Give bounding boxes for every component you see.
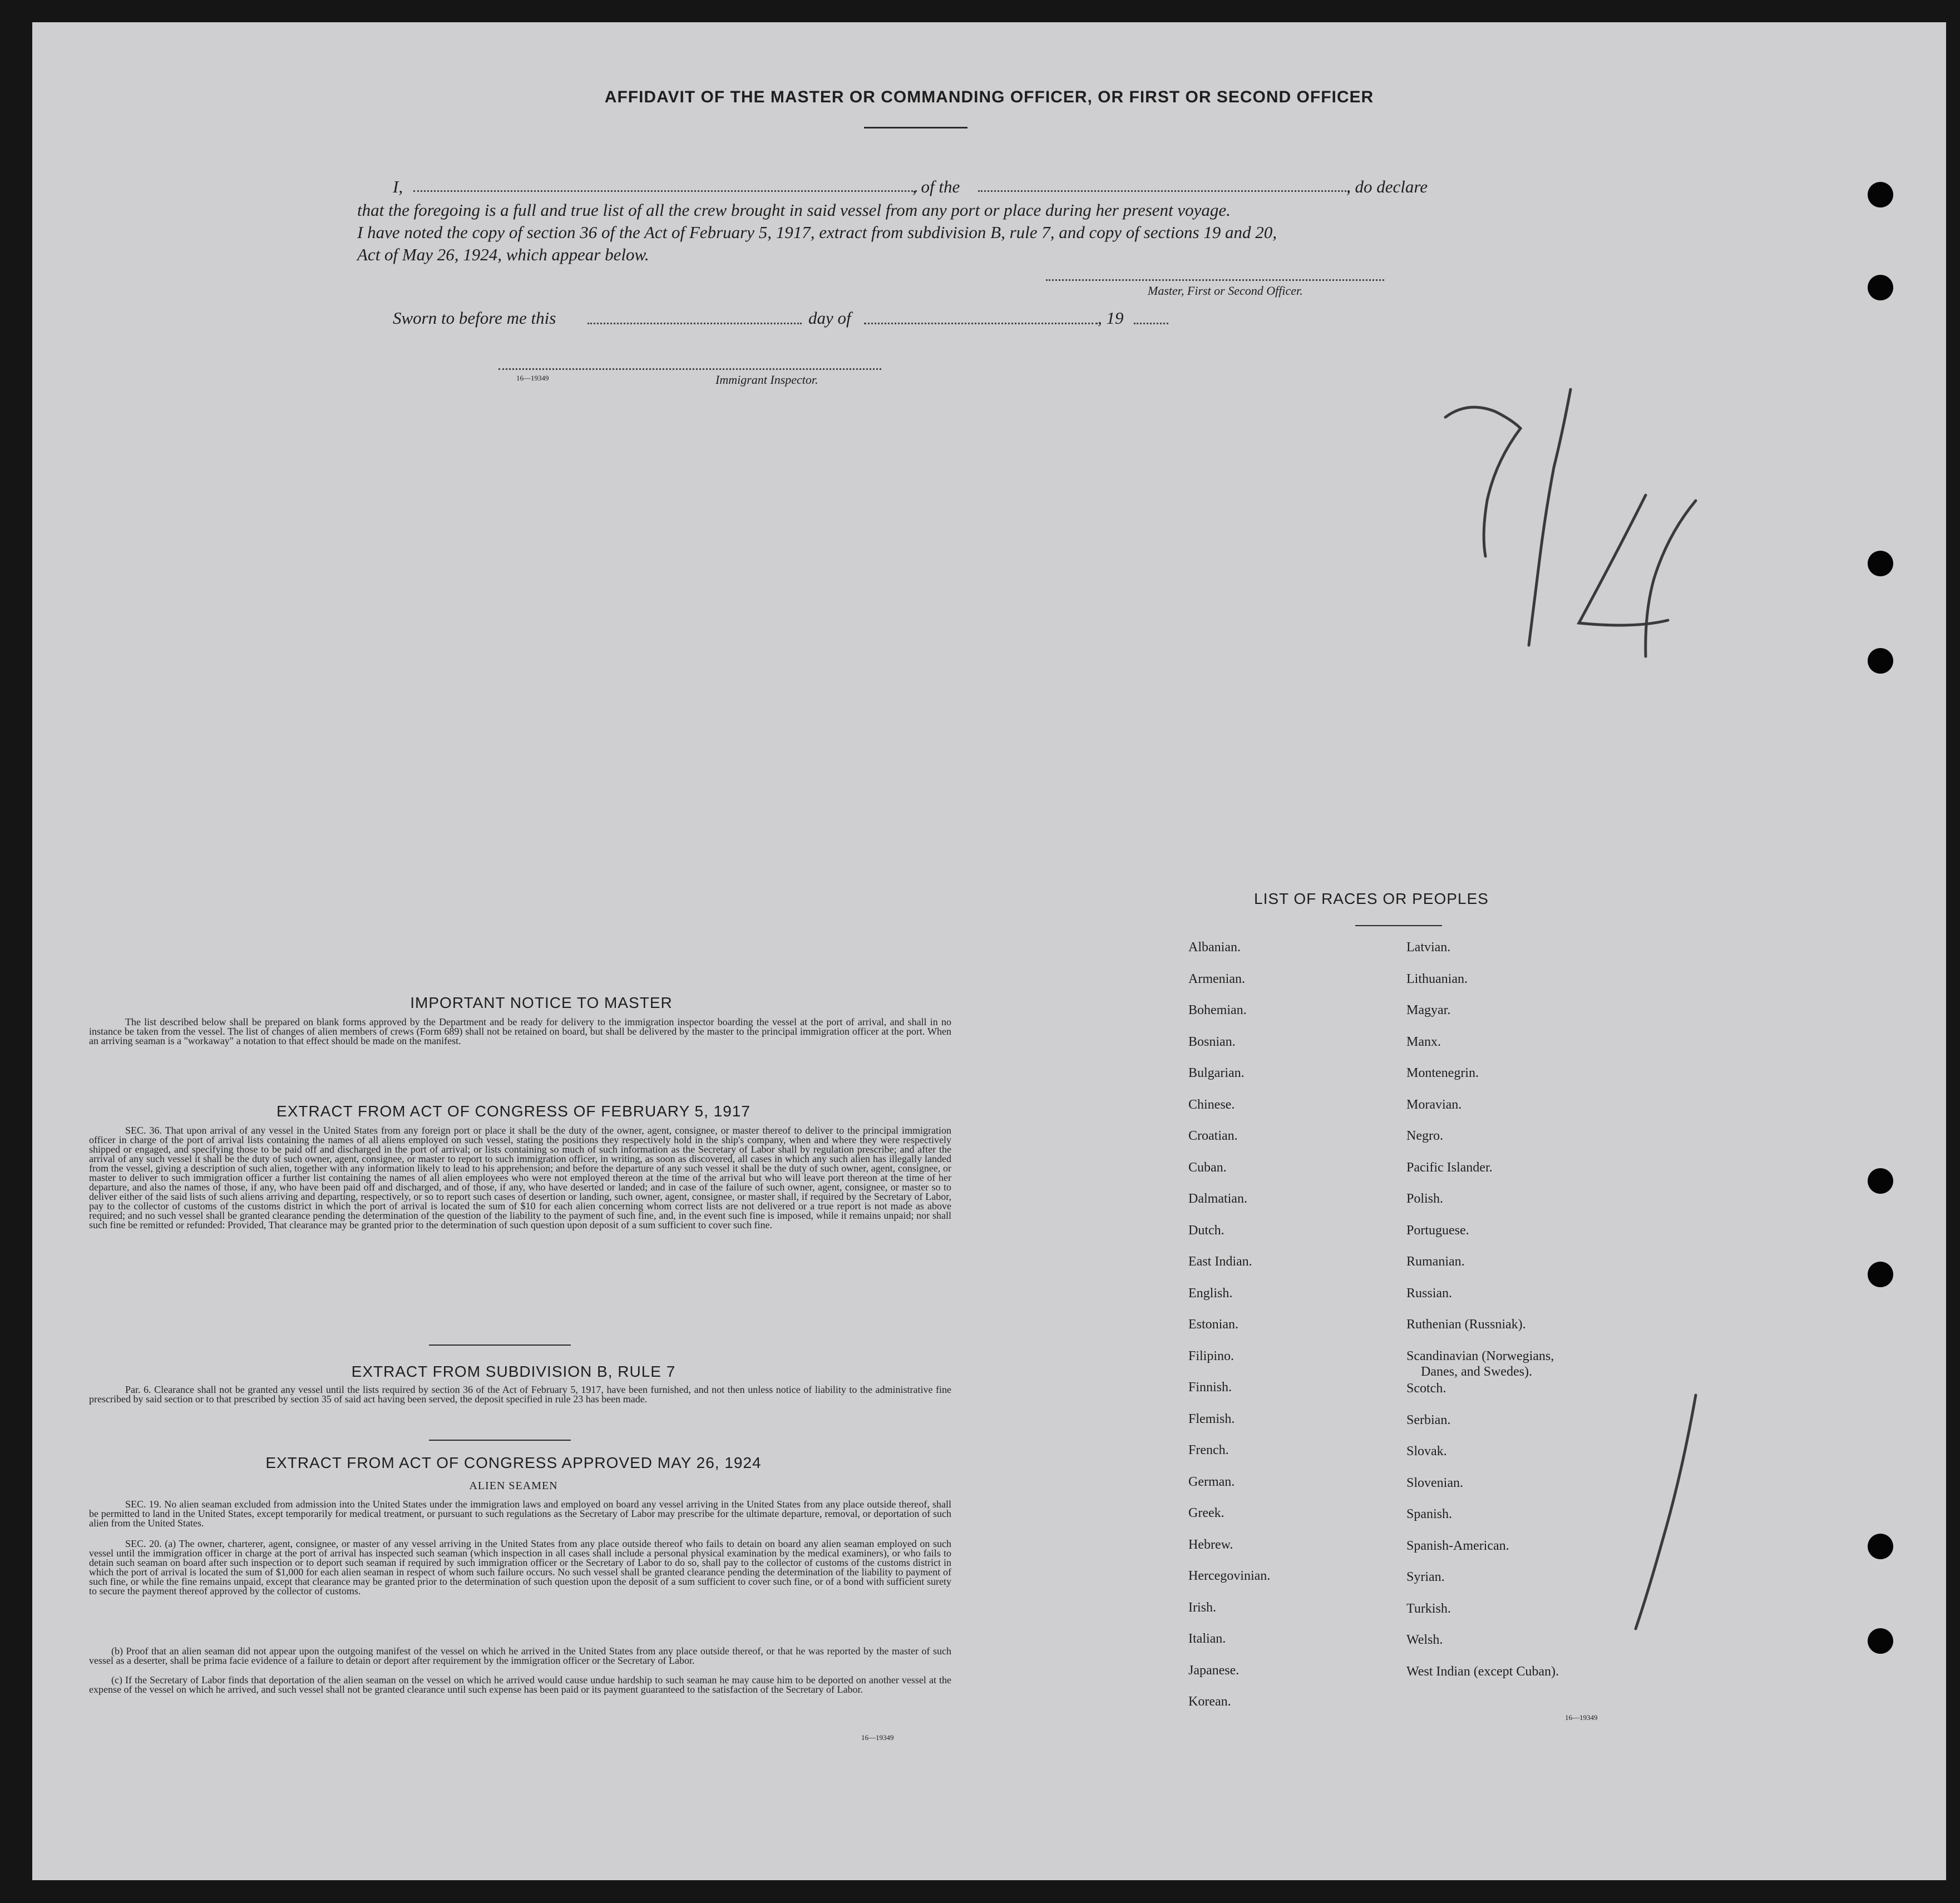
- handwritten-mark: [1629, 1391, 1707, 1635]
- binder-hole: [1868, 1168, 1893, 1194]
- extract-form-number: 16—19349: [861, 1733, 894, 1742]
- form-sheet: [32, 22, 1946, 1880]
- race-item: French.: [1188, 1443, 1229, 1457]
- sec-19-text: SEC. 19. No alien seaman excluded from admission into the United States under the immigration laws and employed on board any vessel arriving in the United States from any place outside thereof, shall be permitted to land in the United States, except temporarily for medical treatment, or pursuant to such regulations as the Secretary of Labor may prescribe for the ultimate departure, removal, or deportation of such alien from the United States.: [89, 1499, 951, 1529]
- title-underline: [864, 127, 967, 128]
- race-item: German.: [1188, 1474, 1235, 1489]
- race-item: Filipino.: [1188, 1348, 1235, 1363]
- race-item: Manx.: [1406, 1034, 1441, 1049]
- divider-1: [429, 1345, 571, 1346]
- race-item: Dutch.: [1188, 1223, 1225, 1238]
- notice-text: The list described below shall be prepared on blank forms approved by the Department and be ready for delivery to the immigration inspector boarding the vessel at the port of arrival, and shall in no instance be taken from the vessel. The list of changes of alien members of crews (Form 689) shall not be retained on board, but shall be delivered by the master to the principal immigration officer at the port. When an arriving seaman is a "workaway" a notation to that effect should be made on the manifest.: [89, 1016, 951, 1046]
- of-the-label: , of the: [912, 177, 960, 196]
- affidavit-form-number: 16—19349: [516, 374, 549, 382]
- race-item: Korean.: [1188, 1694, 1231, 1709]
- divider-2: [429, 1440, 571, 1441]
- affidavit-title: AFFIDAVIT OF THE MASTER OR COMMANDING OFFICER, OR FIRST OR SECOND OFFICER: [604, 88, 1374, 106]
- race-item: Finnish.: [1188, 1380, 1232, 1395]
- race-item: Irish.: [1188, 1600, 1216, 1615]
- race-item: Lithuanian.: [1406, 971, 1468, 986]
- race-item: Negro.: [1406, 1129, 1443, 1143]
- race-item: Bulgarian.: [1188, 1066, 1245, 1080]
- alien-seamen-subtitle: ALIEN SEAMEN: [469, 1480, 558, 1492]
- race-item: Hebrew.: [1188, 1537, 1233, 1552]
- races-form-number: 16—19349: [1565, 1713, 1598, 1722]
- binder-hole: [1868, 551, 1893, 576]
- race-item: Albanian.: [1188, 940, 1241, 955]
- binder-hole: [1868, 182, 1893, 207]
- race-item: Russian.: [1406, 1286, 1453, 1301]
- binder-hole: [1868, 1534, 1893, 1559]
- race-item: Estonian.: [1188, 1317, 1238, 1332]
- declaration-line-3: I have noted the copy of section 36 of the Act of February 5, 1917, extract from subdivision B, rule 7, and copy of sections 19 and 20,: [357, 223, 1277, 242]
- race-item: Magyar.: [1406, 1003, 1451, 1017]
- race-item: Latvian.: [1406, 940, 1451, 955]
- year-prefix-label: , 19: [1098, 308, 1124, 328]
- declarant-label: I,: [393, 177, 403, 196]
- sworn-label: Sworn to before me this: [393, 308, 556, 328]
- race-item: Polish.: [1406, 1192, 1444, 1206]
- binder-hole: [1868, 1262, 1893, 1287]
- race-item: Slovenian.: [1406, 1475, 1463, 1490]
- race-item: East Indian.: [1188, 1254, 1252, 1269]
- race-item: Slovak.: [1406, 1444, 1447, 1459]
- race-item: Japanese.: [1188, 1663, 1240, 1678]
- extract-1924-title: EXTRACT FROM ACT OF CONGRESS APPROVED MAY 26, 1924: [265, 1454, 762, 1471]
- sec-20b-text: (b) Proof that an alien seaman did not appear upon the outgoing manifest of the vessel on which he arrived in the United States from any place outside thereof, or that he was reported by the master of such vessel as a deserter, shall be prima facie evidence of a failure to detain or deport after requirement by the immigration officer or the Secretary of Labor.: [89, 1645, 951, 1666]
- rule-7-title: EXTRACT FROM SUBDIVISION B, RULE 7: [351, 1363, 676, 1380]
- race-item: Scandinavian (Norwegians,: [1406, 1348, 1554, 1363]
- race-item: Bosnian.: [1188, 1034, 1236, 1049]
- handwritten-page-number: [1434, 367, 1746, 679]
- master-signature-caption: Master, First or Second Officer.: [1148, 284, 1303, 298]
- sec-20c-text: (c) If the Secretary of Labor finds that deportation of the alien seaman on the vessel on which he arrived would cause undue hardship to such seaman he may cause him to be deported on another vessel at the expense of the vessel on which he arrived, and such vessel shall not be granted clearance until such expense has been paid or its payment guaranteed to the satisfaction of the Secretary of Labor.: [89, 1674, 951, 1695]
- inspector-caption: Immigrant Inspector.: [715, 373, 818, 387]
- master-signature-field[interactable]: [1046, 279, 1384, 281]
- declarant-name-field[interactable]: [413, 190, 917, 192]
- race-item: Dalmatian.: [1188, 1192, 1247, 1206]
- race-item: Croatian.: [1188, 1129, 1238, 1143]
- race-item: Bohemian.: [1188, 1003, 1247, 1017]
- binder-hole: [1868, 1628, 1893, 1654]
- race-item: Turkish.: [1406, 1601, 1451, 1616]
- sworn-month-field[interactable]: [864, 323, 1098, 324]
- race-item: English.: [1188, 1286, 1233, 1301]
- extract-1917-text: SEC. 36. That upon arrival of any vessel in the United States from any foreign port or place it shall be the duty of the owner, agent, consignee, or master thereof to deliver to the principal immigration officer in charge of the port of arrival lists containing the names of all aliens employed on such vessel, stating the positions they respectively hold in the ship's company, when and where they were respectively shipped or engaged, and specifying those to be paid off and discharged in the port of arrival; or lists containing so much of such information as the Secretary of Labor shall by regulation prescribe; and after the arrival of any such vessel it shall be the duty of such owner, agent, consignee, or master to report to such immigration officer, in writing, as soon as discovered, all cases in which any such alien has illegally landed from the vessel, giving a description of such alien, together with any information likely to lead to his apprehension; and before the departure of any such vessel it shall be the duty of such owner, agent, consignee, or master to deliver to such immigration officer a further list containing the names of all alien employees who were not employed thereon at the time of the arrival but who will leave port thereon at the time of her departure, and also the names of those, if any, who have been paid off and discharged, and of those, if any, who have deserted or landed; and in case of the failure of such owner, agent, consignee, or master so to deliver either of the said lists of such aliens arriving and departing, respectively, or so to report such cases of desertion or landing, such owner, agent, consignee, or master shall, if required by the Secretary of Labor, pay to the collector of customs of the customs district in which the port of arrival is located the sum of $10 for each alien concerning whom correct lists are not delivered or a true report is not made as above required; and no such vessel shall be granted clearance pending the determination of the question of the liability to the payment of such fine, and, in the event such fine is imposed, while it remains unpaid; nor shall such fine be remitted or refunded: Provided, That clearance may be granted prior to the determination of such question upon deposit of a sum sufficient to cover such fine.: [89, 1125, 951, 1230]
- declaration-line-4: Act of May 26, 1924, which appear below.: [357, 245, 649, 264]
- race-item: Chinese.: [1188, 1097, 1235, 1112]
- races-underline: [1355, 925, 1442, 926]
- race-item: Spanish.: [1406, 1507, 1453, 1521]
- race-item: Pacific Islander.: [1406, 1160, 1493, 1175]
- race-item: Armenian.: [1188, 971, 1245, 986]
- extract-1917-title: EXTRACT FROM ACT OF CONGRESS OF FEBRUARY 5, 1917: [277, 1103, 751, 1120]
- inspector-signature-field[interactable]: [498, 368, 881, 370]
- do-declare-label: , do declare: [1346, 177, 1428, 196]
- race-item: Scotch.: [1406, 1381, 1446, 1396]
- sec-20a-text: SEC. 20. (a) The owner, charterer, agent, consignee, or master of any vessel arriving in the United States from any place outside thereof who fails to detain on board any alien seaman employed on such vessel until the immigration officer in charge at the port of arrival has inspected such seaman (which inspection in all cases shall include a personal physical examination by the medical examiners), or who fails to detain such seaman on board after such inspection or to deport such seaman if required by such immigration officer or the Secretary of Labor to do so, shall pay to the collector of customs of the customs district in which the port of arrival is located the sum of $1,000 for each alien seaman in respect of whom such failure occurs. No such vessel shall be granted clearance pending the determination of the liability to payment of such fine, or while the fine remains unpaid, except that clearance may be granted prior to the determination of such question upon the deposit of a sum sufficient to cover such fine, or of a bond with sufficient surety to secure the payment thereof approved by the collector of customs.: [89, 1538, 951, 1596]
- notice-title: IMPORTANT NOTICE TO MASTER: [410, 994, 673, 1011]
- race-item: Montenegrin.: [1406, 1066, 1479, 1080]
- race-item: Spanish-American.: [1406, 1538, 1509, 1553]
- sworn-day-field[interactable]: [587, 323, 802, 324]
- race-item: West Indian (except Cuban).: [1406, 1664, 1559, 1679]
- race-item: Hercegovinian.: [1188, 1569, 1271, 1583]
- race-item: Rumanian.: [1406, 1254, 1465, 1269]
- race-item: Welsh.: [1406, 1633, 1443, 1647]
- race-item: Ruthenian (Russniak).: [1406, 1317, 1526, 1332]
- race-item: Greek.: [1188, 1506, 1225, 1520]
- race-item: Cuban.: [1188, 1160, 1227, 1175]
- race-item: Danes, and Swedes).: [1421, 1364, 1532, 1379]
- binder-hole: [1868, 648, 1893, 674]
- race-item: Syrian.: [1406, 1570, 1445, 1584]
- race-item: Moravian.: [1406, 1097, 1462, 1112]
- day-of-label: day of: [808, 308, 851, 328]
- rule-7-text: Par. 6. Clearance shall not be granted any vessel until the lists required by section 36 of the Act of February 5, 1917, have been furnished, and not then unless notice of liability to the administrative fine prescribed by said section or to that prescribed by section 35 of said act having been served, the deposit specified in rule 23 has been made.: [89, 1384, 951, 1405]
- vessel-name-field[interactable]: [978, 190, 1350, 192]
- race-item: Italian.: [1188, 1632, 1226, 1646]
- binder-hole: [1868, 275, 1893, 300]
- race-item: Flemish.: [1188, 1411, 1235, 1426]
- race-item: Portuguese.: [1406, 1223, 1469, 1238]
- race-item: Serbian.: [1406, 1412, 1451, 1427]
- sworn-year-field[interactable]: [1134, 323, 1168, 324]
- page-number-text: 74: [1434, 367, 1435, 368]
- races-title: LIST OF RACES OR PEOPLES: [1254, 890, 1489, 907]
- declaration-line-2: that the foregoing is a full and true list of all the crew brought in said vessel from any port or place during her present voyage.: [357, 200, 1231, 220]
